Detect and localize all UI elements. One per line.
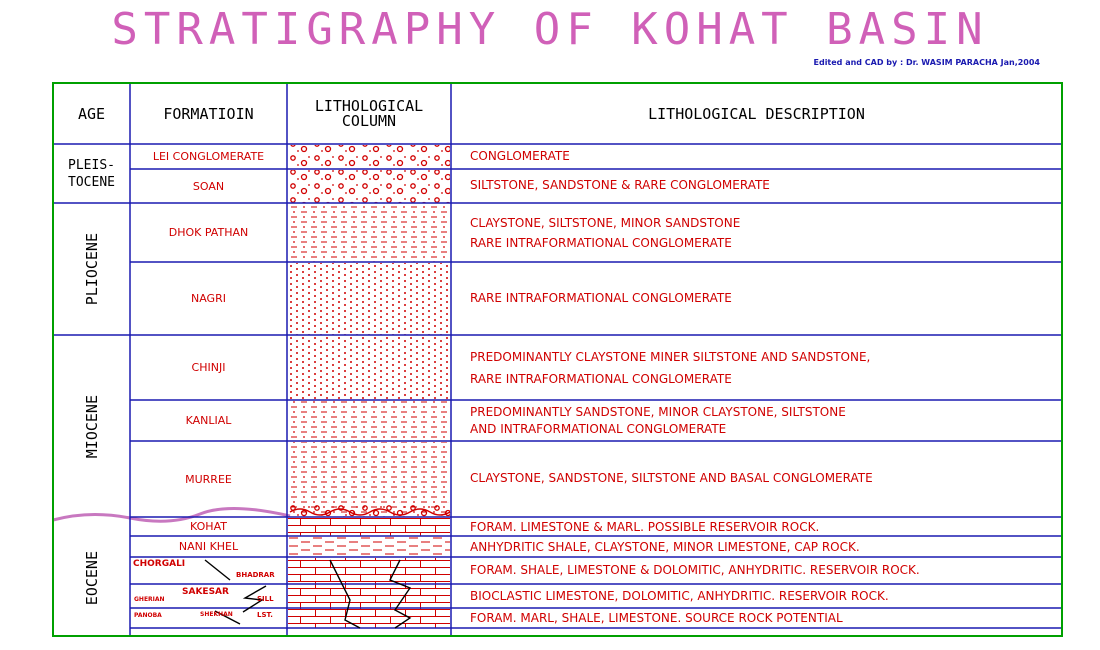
formation-nani-khel: NANI KHEL [178, 540, 239, 553]
desc-dhok-pathan-2: RARE INTRAFORMATIONAL CONGLOMERATE [470, 236, 732, 250]
author-credit: Edited and CAD by : Dr. WASIM PARACHA Jan,2004 [813, 58, 1040, 67]
age-miocene [53, 335, 130, 518]
header-column-line2: COLUMN [341, 111, 397, 130]
header-formation: FORMATIOIN [163, 104, 254, 123]
desc-nani-khel: ANHYDRITIC SHALE, CLAYSTONE, MINOR LIMESTONE, CAP ROCK. [470, 540, 860, 554]
formation-shekhan: SHEKHAN [200, 611, 233, 618]
formation-bhadrar: BHADRAR [236, 571, 275, 579]
formation-nagri: NAGRI [191, 292, 226, 305]
formation-lei: LEI CONGLOMERATE [152, 150, 265, 163]
header-age: AGE [77, 104, 106, 123]
desc-kohat: FORAM. LIMESTONE & MARL. POSSIBLE RESERVOIR ROCK. [470, 520, 820, 534]
age-pleistocene-line2: TOCENE [68, 174, 115, 190]
desc-panoba: FORAM. MARL, SHALE, LIMESTONE. SOURCE ROCK POTENTIAL [470, 611, 843, 625]
desc-nagri: RARE INTRAFORMATIONAL CONGLOMERATE [470, 291, 732, 305]
age-pleistocene [53, 144, 130, 203]
desc-chinji-2: RARE INTRAFORMATIONAL CONGLOMERATE [470, 372, 732, 386]
formation-gharian: GHERIAN [134, 596, 165, 603]
formation-sill-lst: LST. [257, 611, 273, 619]
header-description: LITHOLOGICAL DESCRIPTION [648, 104, 865, 123]
age-miocene-text: MIOCENE [82, 394, 101, 459]
formation-sakesar: SAKESAR [182, 587, 229, 597]
header-lithological-column [287, 83, 451, 144]
desc-chinji-1: PREDOMINANTLY CLAYSTONE MINER SILTSTONE AND SANDSTONE, [470, 350, 871, 364]
desc-sakesar: BIOCLASTIC LIMESTONE, DOLOMITIC, ANHYDRITIC. RESERVOIR ROCK. [470, 589, 889, 603]
header-column-line1: LITHOLOGICAL [314, 96, 424, 115]
desc-soan: SILTSTONE, SANDSTONE & RARE CONGLOMERATE [470, 178, 770, 192]
age-eocene-text: EOCENE [82, 550, 101, 606]
formation-murree: MURREE [185, 472, 232, 486]
desc-murree: CLAYSTONE, SANDSTONE, SILTSTONE AND BASAL CONGLOMERATE [470, 471, 873, 485]
formation-kohat: KOHAT [190, 520, 227, 533]
desc-chorgali: FORAM. SHALE, LIMESTONE & DOLOMITIC, ANHYDRITIC. RESERVOIR ROCK. [470, 563, 920, 577]
desc-dhok-pathan-1: CLAYSTONE, SILTSTONE, MINOR SANDSTONE [470, 216, 741, 230]
desc-kamlial-1: PREDOMINANTLY SANDSTONE, MINOR CLAYSTONE, SILTSTONE [470, 405, 846, 419]
formation-chinji: CHINJI [191, 361, 226, 374]
desc-lei: CONGLOMERATE [470, 149, 570, 163]
formation-chorgali: CHORGALI [133, 559, 186, 569]
desc-kamlial-2: AND INTRAFORMATIONAL CONGLOMERATE [470, 422, 727, 436]
age-eocene [53, 520, 130, 636]
formation-soan: SOAN [192, 179, 225, 193]
age-pleistocene-line1: PLEIS- [68, 157, 115, 173]
age-pliocene [53, 203, 130, 335]
formation-dhok-pathan: DHOK PATHAN [168, 226, 249, 239]
chart-title: STRATIGRAPHY OF KOHAT BASIN [111, 4, 989, 55]
age-pliocene-text: PLIOCENE [82, 232, 101, 306]
formation-sill: SILL [257, 595, 274, 603]
formation-kamlial: KANLIAL [185, 414, 232, 427]
formation-panoba: PANOBA [134, 612, 162, 619]
